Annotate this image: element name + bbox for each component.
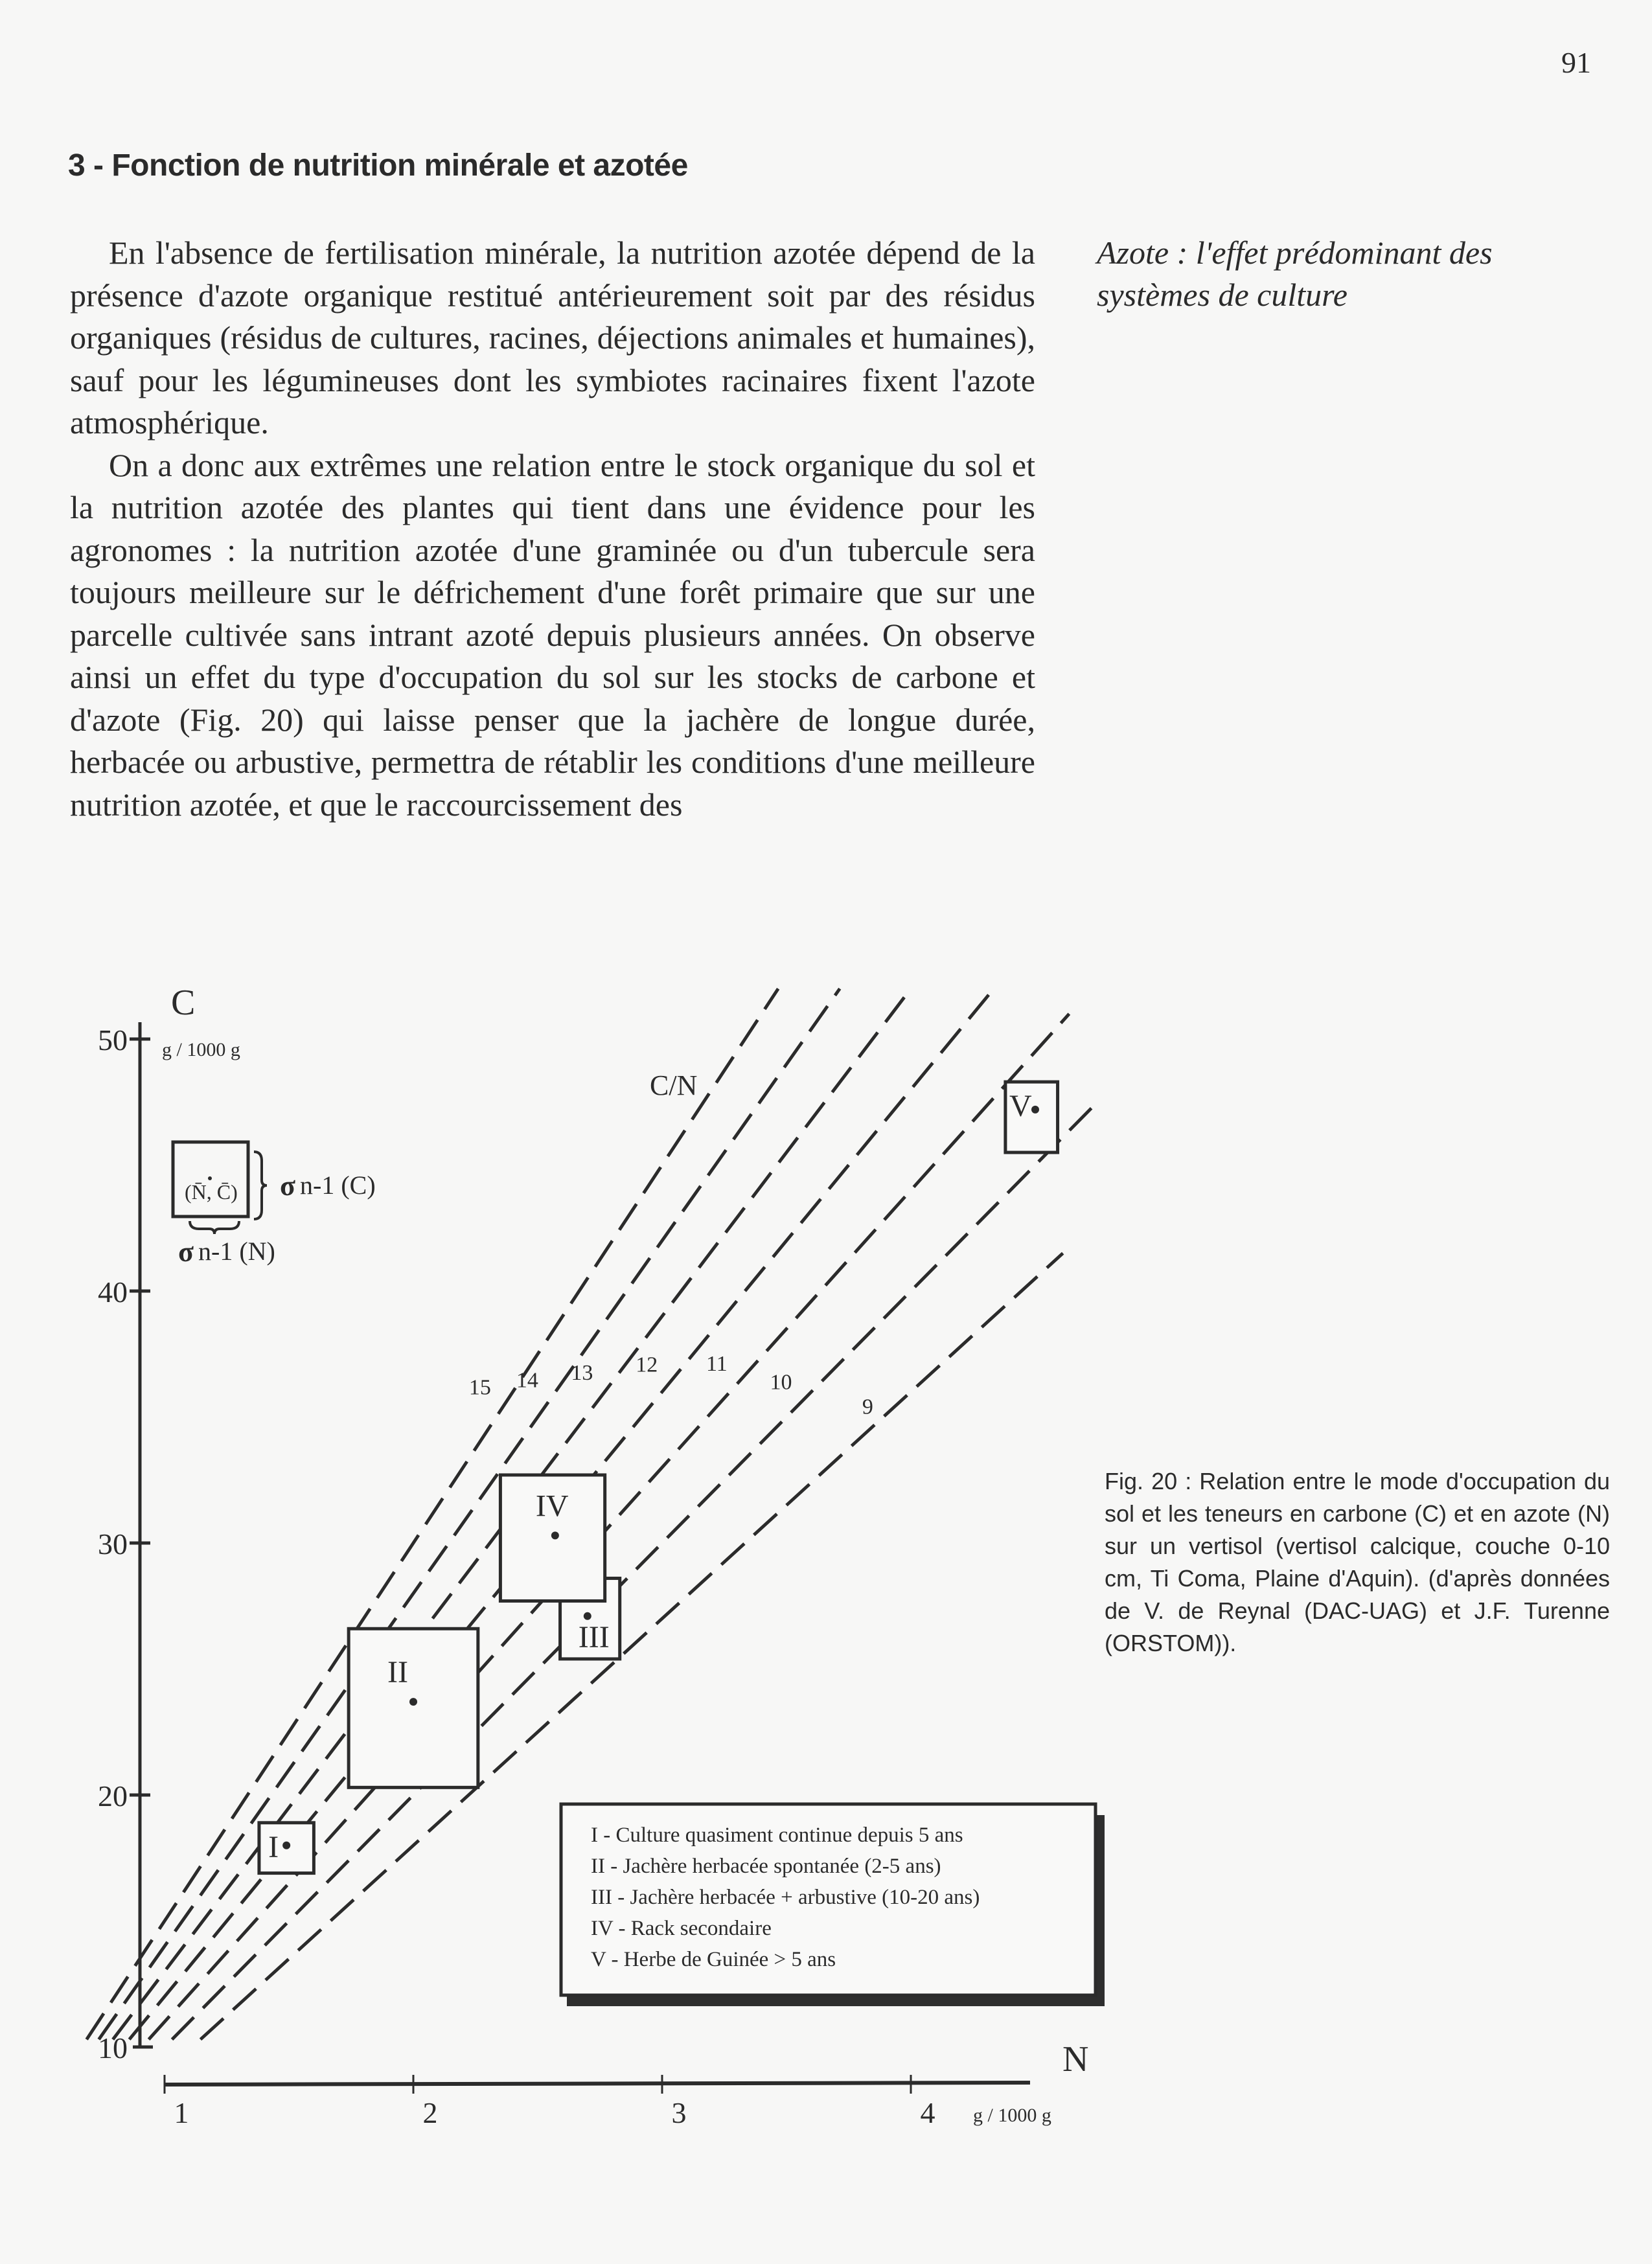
x-tick-label: 2	[422, 2096, 438, 2129]
x-tick-label: 1	[174, 2096, 189, 2129]
point-mean-II	[409, 1698, 417, 1706]
point-mean-IV	[551, 1531, 559, 1539]
y-tick-label: 50	[98, 1023, 128, 1057]
key-sigma-c-label: n-1 (C)	[300, 1171, 376, 1200]
legend-item: III - Jachère herbacée + arbustive (10-20 ans)	[591, 1886, 980, 1909]
point-label: V	[1009, 1088, 1032, 1123]
y-tick-label: 20	[98, 1779, 128, 1812]
key-brace-c	[254, 1152, 267, 1219]
page-number: 91	[1561, 46, 1591, 79]
key-center-label: (N̄, C̄)	[185, 1180, 238, 1204]
margin-note: Azote : l'effet prédominant des systèmes de culture	[1097, 234, 1493, 313]
y-axis-label: C	[171, 983, 196, 1023]
key-brace-n	[190, 1221, 239, 1234]
point-label: II	[387, 1655, 408, 1690]
body-text	[70, 232, 1035, 826]
paragraph: On a donc aux extrêmes une relation entre le stock organique du sol et la nutrition azotée des plantes qui tient dans une évidence pour les agronomes : la nutrition azotée d'une graminée ou d'un tubercule sera toujours meilleure sur le défrichement d'une forêt primaire que sur une parcelle cultivée sans intrant azoté depuis plusieurs années. On observe ainsi un effet du type d'occupation du sol sur les stocks de carbone et d'azote (Fig. 20) qui laisse penser que la jachère de longue durée, herbacée ou arbustive, permettra de rétablir les conditions d'une meilleure nutrition azotée, et que le raccourcissement des	[70, 446, 1035, 823]
cn-label: C/N	[650, 1069, 698, 1101]
point-box-II	[349, 1629, 478, 1787]
figure-caption: Fig. 20 : Relation entre le mode d'occupation du sol et les teneurs en carbone (C) et en azote (N) sur un vertisol (vertisol calcique, couche 0-10 cm, Ti Coma, Plaine d'Aquin). (d'après données de V. de Reynal (DAC-UAG) et J.F. Turenne (ORSTOM)).	[1105, 1468, 1610, 1656]
key-sigma-c-symbol: σ	[280, 1170, 295, 1202]
paragraph: En l'absence de fertilisation minérale, la nutrition azotée dépend de la présence d'azote organique restitué antérieurement soit par des résidus organiques (résidus de cultures, racines, déjections animales et humaines), sauf pour les légumineuses dont les symbiotes racinaires fixent l'azote atmosphérique.	[70, 234, 1035, 440]
key-sigma-n-label: n-1 (N)	[198, 1237, 275, 1266]
key-sigma-n-symbol: σ	[178, 1236, 194, 1268]
cn-chart	[0, 959, 1652, 2138]
legend	[561, 1804, 1105, 2006]
x-tick-label: 3	[671, 2096, 687, 2129]
point-label: IV	[535, 1489, 569, 1524]
cn-line-label: 9	[862, 1395, 873, 1419]
legend-item: IV - Rack secondaire	[591, 1917, 772, 1940]
cn-line-label: 14	[516, 1368, 538, 1393]
point-mean-III	[584, 1612, 591, 1620]
cn-line-label: 13	[571, 1361, 593, 1386]
legend-item: V - Herbe de Guinée > 5 ans	[591, 1948, 836, 1971]
data-points	[259, 1082, 1058, 1873]
cn-line-label: 12	[636, 1353, 658, 1377]
point-mean-V	[1031, 1106, 1039, 1114]
key-annotation	[173, 1142, 376, 1268]
x-axis-unit: g / 1000 g	[973, 2105, 1051, 2126]
y-tick-label: 40	[98, 1275, 128, 1309]
y-axis-unit: g / 1000 g	[162, 1039, 240, 1060]
y-ticks	[98, 1023, 150, 2064]
key-center-dot	[208, 1176, 212, 1180]
x-tick-label: 4	[920, 2096, 935, 2129]
cn-ratio-labels	[469, 1352, 873, 1419]
x-axis-line	[165, 2083, 1030, 2085]
cn-line-label: 10	[770, 1370, 792, 1395]
section-title: 3 - Fonction de nutrition minérale et azotée	[68, 148, 688, 183]
cn-line-label: 15	[468, 1375, 491, 1400]
y-tick-label: 10	[98, 2031, 128, 2064]
legend-item: II - Jachère herbacée spontanée (2-5 ans)	[591, 1855, 941, 1878]
point-label: I	[268, 1829, 279, 1864]
cn-line-label: 11	[706, 1352, 728, 1377]
legend-item: I - Culture quasiment continue depuis 5 ans	[591, 1824, 963, 1847]
y-tick-label: 30	[98, 1527, 128, 1561]
x-axis-label: N	[1062, 2039, 1089, 2079]
point-mean-I	[282, 1842, 290, 1849]
point-label: III	[578, 1619, 610, 1654]
